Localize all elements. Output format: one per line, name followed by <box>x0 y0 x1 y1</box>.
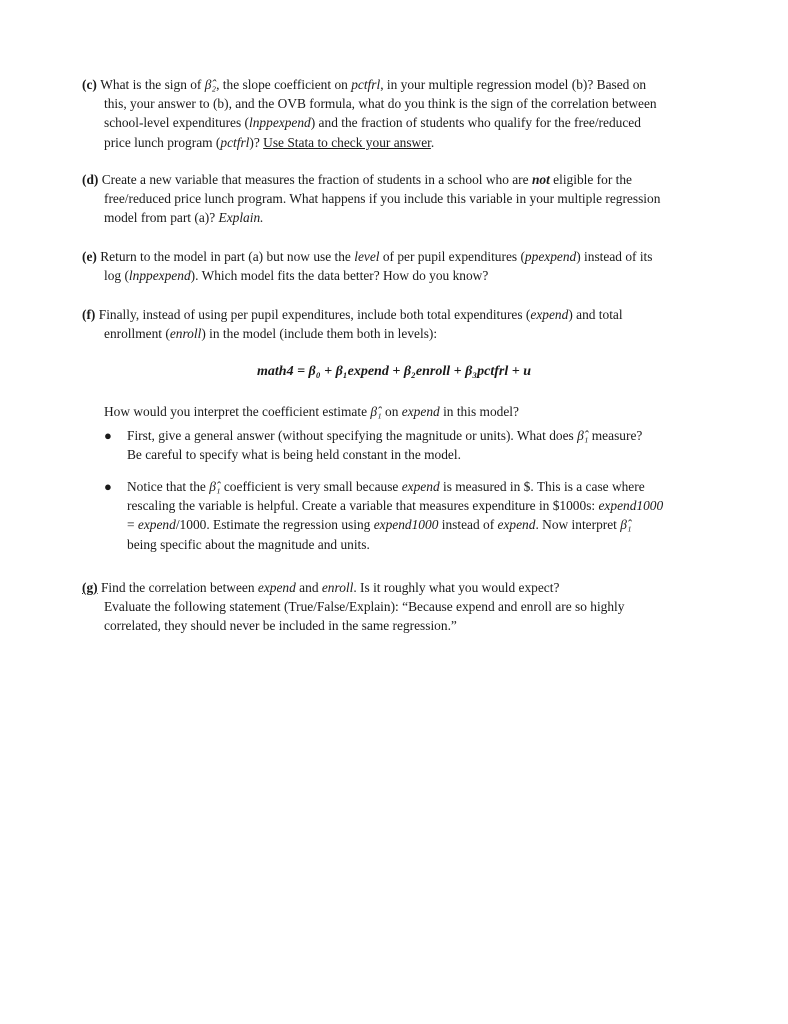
interpretation-question <box>104 402 519 421</box>
var-expend: expend <box>401 404 440 419</box>
text: ). Which model fits the data better? How do you know? <box>190 268 489 284</box>
var-lnppexpend: lnppexpend <box>249 115 311 131</box>
question-e-line-1 <box>82 247 722 266</box>
emphasis-level: level <box>354 249 380 264</box>
text: Notice that the <box>127 479 210 494</box>
text: of per pupil expenditures ( <box>379 249 525 264</box>
text: First, give a general answer (without specifying the magnitude or units). What does <box>127 428 578 443</box>
question-f-line-2 <box>82 324 722 343</box>
text: Find the correlation between <box>100 580 258 595</box>
text: . <box>430 134 435 150</box>
bullet-2-line-1 <box>104 477 714 496</box>
var-expend1000: expend1000 <box>598 498 664 514</box>
question-g-label: (g) <box>82 580 98 595</box>
question-e <box>82 247 722 285</box>
var-expend: expend <box>401 479 440 494</box>
question-d-line-1 <box>82 170 722 189</box>
text: . Now interpret <box>535 517 621 533</box>
question-c-line-4 <box>82 133 722 152</box>
var-pctfrl: pctfrl <box>351 77 381 92</box>
beta-hat-1: β̂₁ <box>577 428 589 443</box>
text: on <box>381 404 402 419</box>
text: What is the sign of <box>100 77 205 92</box>
var-lnppexpend: lnppexpend <box>128 268 191 284</box>
text: model from part (a)? <box>104 210 219 226</box>
text: /1000. Estimate the regression using <box>175 517 374 533</box>
question-g <box>82 578 722 636</box>
bullet-2-line-4: being specific about the magnitude and units. <box>127 536 370 552</box>
regression-equation: math4 = β₀ + β₁expend + β₂enroll + β₃pctfrl + u <box>257 364 531 379</box>
question-g-line-2: Evaluate the following statement (True/False/Explain): “Because expend and enroll are so highly <box>104 599 625 615</box>
text: log ( <box>104 268 129 284</box>
question-f-line-1 <box>82 305 722 324</box>
text: eligible for the <box>549 172 632 187</box>
text: , the slope coefficient on <box>216 77 352 92</box>
text: Create a new variable that measures the fraction of students in a school who are <box>101 172 532 187</box>
text: price lunch program ( <box>104 134 221 150</box>
question-d <box>82 170 722 228</box>
text: Return to the model in part (a) but now use the <box>100 249 355 264</box>
text: )? <box>249 134 264 150</box>
question-f <box>82 305 722 343</box>
bullet-icon: ● <box>104 428 112 443</box>
question-g-line-3: correlated, they should never be included in the same regression.” <box>104 618 457 634</box>
text: = <box>127 517 138 533</box>
bullet-2-line-3 <box>104 515 714 534</box>
question-c-line-3 <box>82 113 722 132</box>
text: in this model? <box>439 404 519 419</box>
text: ) and the fraction of students who qualify for the free/reduced <box>310 115 641 131</box>
text: ) in the model (include them both in levels): <box>201 326 438 342</box>
var-ppexpend: ppexpend <box>524 249 577 264</box>
question-d-line-2: free/reduced price lunch program. What happens if you include this variable in your multiple regression <box>104 191 661 207</box>
text: rescaling the variable is helpful. Create a variable that measures expenditure in $1000s: <box>127 498 599 514</box>
text: instead of <box>438 517 498 533</box>
beta-hat-1: β̂₁ <box>620 517 632 533</box>
emphasis-not: not <box>531 172 550 187</box>
text: coefficient is very small because <box>220 479 402 494</box>
text: ) instead of its <box>576 249 653 264</box>
bullet-icon: ● <box>104 479 112 494</box>
var-enroll: enroll <box>169 326 202 342</box>
bullet-item-2 <box>104 477 714 554</box>
var-expend1000: expend1000 <box>373 517 439 533</box>
question-c-label: (c) <box>82 77 97 92</box>
text: Finally, instead of using per pupil expenditures, include both total expenditures ( <box>98 307 531 322</box>
var-expend: expend <box>530 307 569 322</box>
var-pctfrl: pctfrl <box>220 134 250 150</box>
beta-hat-1: β̂₁ <box>209 479 221 494</box>
question-c-line-2: this, your answer to (b), and the OVB formula, what do you think is the sign of the correlation between <box>104 96 657 112</box>
question-e-label: (e) <box>82 249 97 264</box>
var-expend: expend <box>497 517 536 533</box>
question-c <box>82 75 722 152</box>
text: , in your multiple regression model (b)? Based on <box>380 77 647 92</box>
text: and <box>295 580 322 595</box>
question-e-line-2 <box>82 266 722 285</box>
text: ) and total <box>568 307 623 322</box>
explain: Explain. <box>218 210 264 226</box>
text: How would you interpret the coefficient estimate <box>104 404 371 419</box>
beta-hat-2: β̂₂ <box>204 77 217 92</box>
text: . Is it roughly what you would expect? <box>353 580 560 595</box>
var-enroll: enroll <box>321 580 354 595</box>
beta-hat-1: β̂₁ <box>370 404 382 419</box>
text: is measured in $. This is a case where <box>439 479 645 494</box>
text: enrollment ( <box>104 326 170 342</box>
bullet-1-line-1 <box>104 426 714 445</box>
question-g-line-1 <box>82 578 722 597</box>
text: measure? <box>588 428 643 443</box>
bullet-2-line-2 <box>104 496 714 515</box>
var-expend: expend <box>137 517 176 533</box>
stata-check-instruction: Use Stata to check your answer <box>263 134 431 150</box>
text: school-level expenditures ( <box>104 115 250 131</box>
question-d-label: (d) <box>82 172 99 187</box>
question-f-label: (f) <box>82 307 96 322</box>
question-c-line-1 <box>82 75 722 94</box>
bullet-1-line-2: Be careful to specify what is being held constant in the model. <box>127 447 461 463</box>
var-expend: expend <box>257 580 296 595</box>
bullet-item-1 <box>104 426 714 464</box>
question-d-line-3 <box>82 208 722 227</box>
